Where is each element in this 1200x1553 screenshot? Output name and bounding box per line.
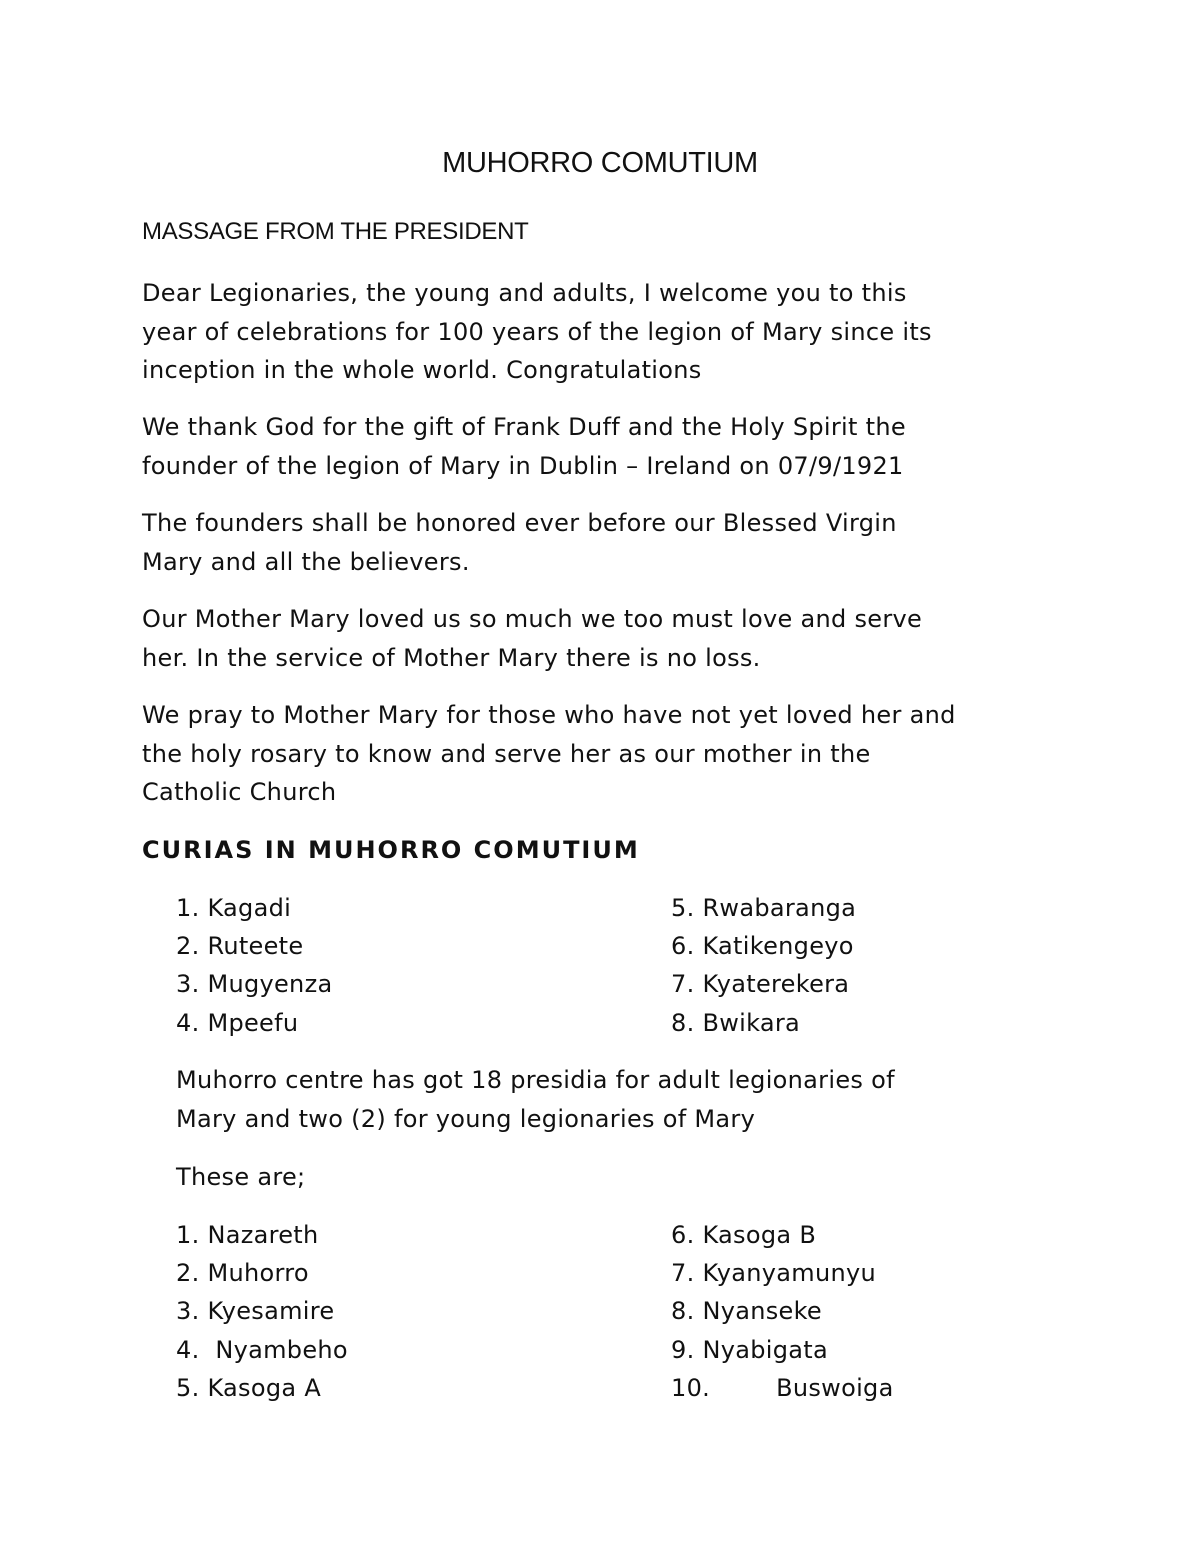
list-number: 8. <box>671 1297 695 1326</box>
presidia-note <box>176 1061 1116 1138</box>
paragraph-line: The founders shall be honored ever before our Blessed Virgin <box>142 509 897 537</box>
these-are-text: These are; <box>176 1163 306 1191</box>
list-number: 7. <box>671 970 695 999</box>
list-item <box>176 1216 348 1254</box>
list-name: Kyanyamunyu <box>702 1259 876 1288</box>
list-name: Nyabigata <box>702 1335 828 1364</box>
list-item <box>176 1369 348 1407</box>
list-number: 2. <box>176 932 200 961</box>
list-item <box>176 1331 348 1369</box>
list-item <box>176 927 332 965</box>
presidia-list-left <box>176 1216 348 1407</box>
list-item <box>176 1292 348 1330</box>
list-name: Rwabaranga <box>702 894 857 922</box>
list-number: 8. <box>671 1008 695 1037</box>
paragraph-line: her. In the service of Mother Mary there is no loss. <box>142 643 761 672</box>
curias-list-left <box>176 889 332 1042</box>
paragraph-welcome <box>142 274 1082 390</box>
list-name: Nazareth <box>207 1221 319 1249</box>
paragraph-prayer <box>142 696 1082 812</box>
list-item <box>671 1216 894 1254</box>
list-number: 1. <box>176 1221 200 1249</box>
paragraph-line: inception in the whole world. Congratulations <box>142 356 702 384</box>
list-item <box>671 965 856 1003</box>
list-item <box>176 889 332 927</box>
list-item <box>671 927 856 965</box>
page-subtitle: MASSAGE FROM THE PRESIDENT <box>142 218 529 245</box>
curias-heading: CURIAS IN MUHORRO COMUTIUM <box>142 836 640 864</box>
list-number: 5. <box>176 1373 200 1402</box>
list-item <box>671 1254 894 1292</box>
presidia-list-right <box>671 1216 894 1407</box>
list-name: Kasoga B <box>702 1221 817 1249</box>
list-name: Kyaterekera <box>702 970 850 999</box>
list-item <box>176 1254 348 1292</box>
list-name: Muhorro <box>207 1259 309 1288</box>
list-number: 2. <box>176 1259 200 1288</box>
list-name: Ruteete <box>207 932 304 961</box>
paragraph-line: Muhorro centre has got 18 presidia for adult legionaries of <box>176 1066 895 1094</box>
list-name: Kyesamire <box>207 1297 335 1326</box>
list-name: Nyanseke <box>702 1297 822 1326</box>
list-number: 1. <box>176 894 200 922</box>
list-item <box>671 889 856 927</box>
paragraph-line: Our Mother Mary loved us so much we too must love and serve <box>142 605 923 633</box>
curias-list-right <box>671 889 856 1042</box>
paragraph-line: We thank God for the gift of Frank Duff and the Holy Spirit the <box>142 413 906 441</box>
list-number: 9. <box>671 1335 695 1364</box>
list-name: Mugyenza <box>207 970 333 999</box>
page-title: MUHORRO COMUTIUM <box>442 147 758 179</box>
list-name: Buswoiga <box>776 1373 894 1402</box>
list-number: 6. <box>671 1221 695 1249</box>
paragraph-line: Mary and two (2) for young legionaries of Mary <box>176 1104 756 1133</box>
list-item <box>671 1331 894 1369</box>
list-number: 4. <box>176 1335 200 1364</box>
paragraph-line: Dear Legionaries, the young and adults, I welcome you to this <box>142 279 907 307</box>
list-number: 6. <box>671 932 695 961</box>
list-item <box>176 1004 332 1042</box>
list-item <box>671 1004 856 1042</box>
list-name: Kagadi <box>207 894 292 922</box>
paragraph-founders <box>142 504 1082 581</box>
paragraph-thanks <box>142 408 1082 485</box>
paragraph-mother-mary <box>142 600 1082 677</box>
list-number: 5. <box>671 894 695 922</box>
list-item <box>671 1369 894 1407</box>
list-name: Katikengeyo <box>702 932 854 961</box>
paragraph-line: founder of the legion of Mary in Dublin – Ireland on 07/9/1921 <box>142 451 904 480</box>
paragraph-line: Catholic Church <box>142 778 337 806</box>
list-number: 3. <box>176 970 200 999</box>
list-number: 10. <box>671 1373 711 1402</box>
paragraph-line: Mary and all the believers. <box>142 547 470 576</box>
list-number: 4. <box>176 1008 200 1037</box>
list-name: Mpeefu <box>207 1008 299 1037</box>
list-item <box>671 1292 894 1330</box>
list-number: 3. <box>176 1297 200 1326</box>
list-item <box>176 965 332 1003</box>
paragraph-line: We pray to Mother Mary for those who have not yet loved her and <box>142 701 956 729</box>
paragraph-line: year of celebrations for 100 years of the legion of Mary since its <box>142 317 932 346</box>
these-are-label <box>176 1158 1116 1197</box>
list-number: 7. <box>671 1259 695 1288</box>
paragraph-line: the holy rosary to know and serve her as our mother in the <box>142 739 871 768</box>
list-name: Nyambeho <box>207 1335 348 1364</box>
list-name: Bwikara <box>702 1008 801 1037</box>
list-name: Kasoga A <box>207 1373 322 1402</box>
